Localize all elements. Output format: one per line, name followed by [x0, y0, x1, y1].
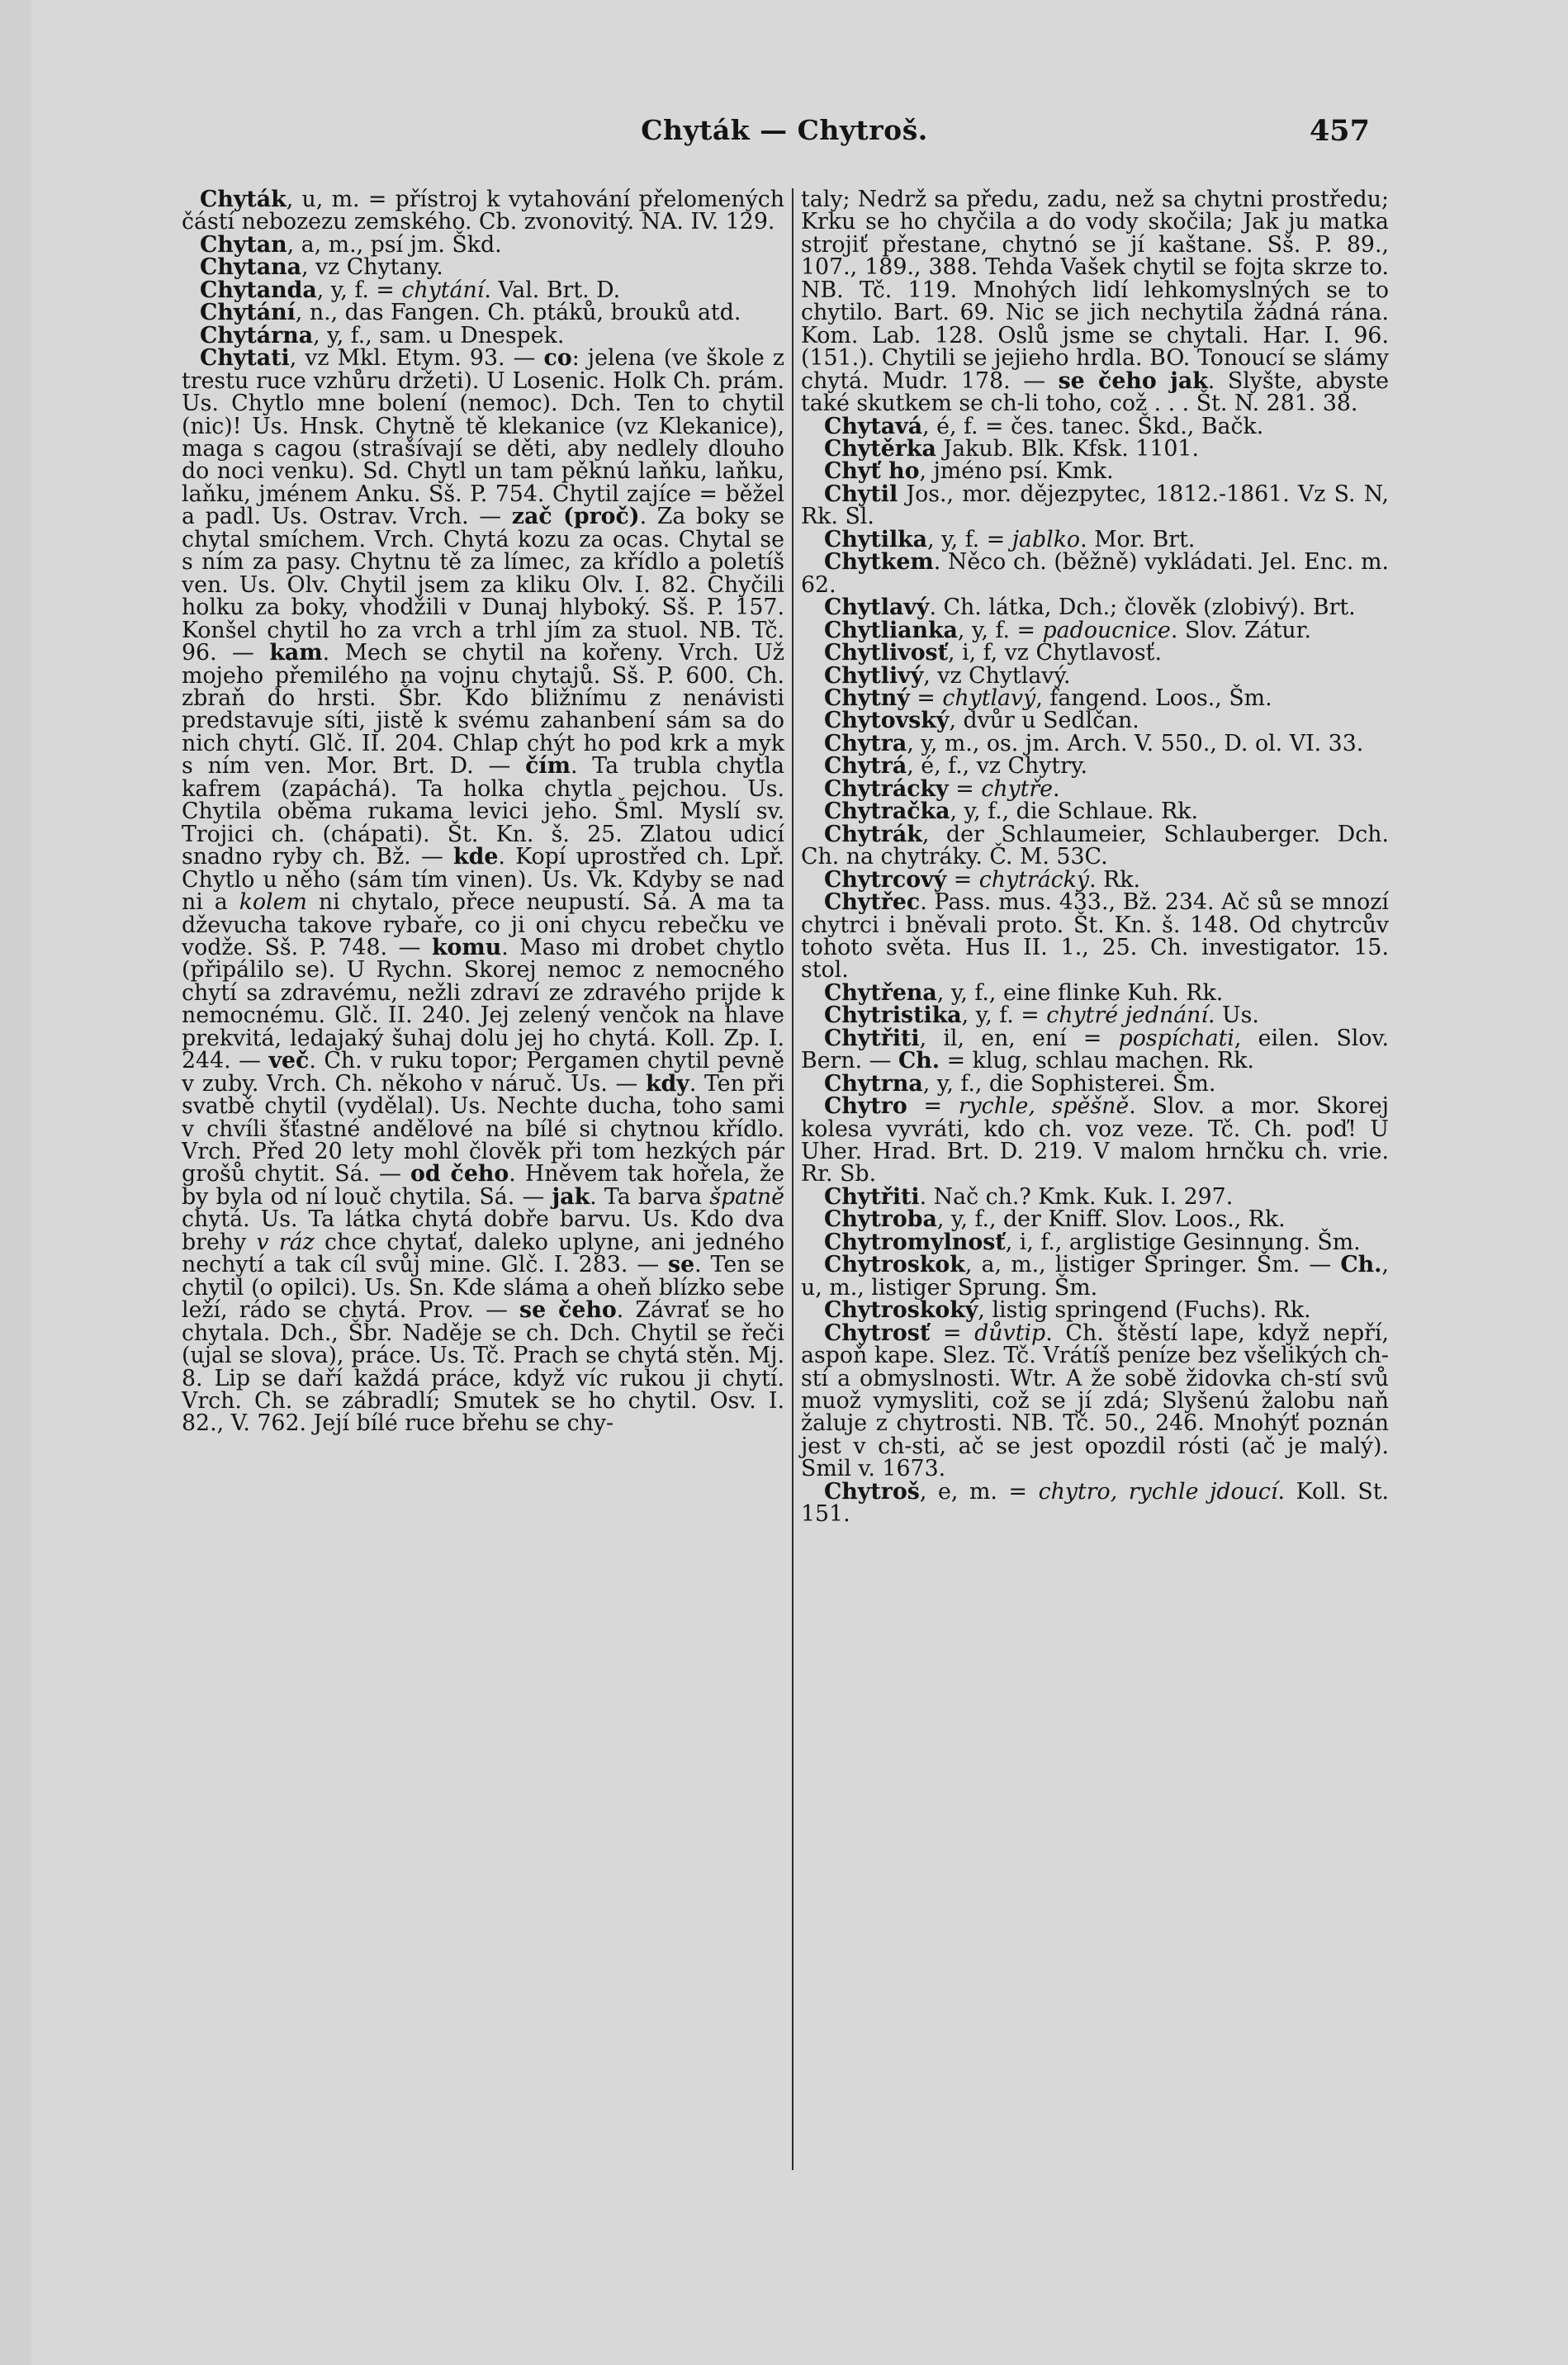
dictionary-entry [801, 891, 1389, 982]
entry-headword: Chytrácky [824, 775, 949, 802]
entry-text: ni chytalo, přece neupustí. Sá. A ma ta dževucha takove rybaře, co ji oni chycu rebečku ve vodže. Sš. P. 748. — [182, 889, 785, 960]
running-title: Chyták — Chytroš. [641, 114, 928, 146]
entry-text: , il, en, ení = [919, 1025, 1119, 1051]
entry-headword: Chytra [824, 730, 907, 756]
dictionary-entry [801, 1027, 1389, 1073]
entry-headword: Chytroskoký [824, 1297, 978, 1324]
entry-text: , y, f., die Schlaue. Rk. [950, 799, 1199, 825]
entry-bold-phrase: več [268, 1048, 310, 1074]
entry-headword: Chytil [824, 481, 898, 507]
entry-text: = [907, 1093, 959, 1120]
dictionary-entry [182, 254, 784, 281]
entry-bold-phrase: co [543, 345, 572, 372]
entry-text: , é, f. = čes. tanec. Škd., Bačk. [922, 413, 1264, 439]
entry-bold-phrase: se čeho [519, 1297, 617, 1324]
entry-bold-phrase: kam [269, 640, 323, 666]
entry-headword: Chyť ho [824, 458, 920, 485]
running-header [0, 114, 1568, 164]
entry-headword: Chytřec [824, 889, 921, 916]
entry-text: : jelena (ve škole z trestu ruce vzhůru držeti). U Losenic. Holk Ch. prám. Us. Chytlo mne bolení (nemoc). Dch. Ten to chytil (nic)! Us. Hnsk. Chytně tě klekanice (vz Klekanice), maga s cagou (strašívají se děti, aby nedlely dlouho do noci venku). Sd. Chytl un tam pěknú laňku, laňku, laňku, jménem Anku. Sš. P. 754. Chytil zajíce = běžel a padl. Us. Ostrav. Vrch. — [182, 345, 784, 530]
dictionary-entry [182, 347, 784, 1435]
entry-italic-text: chytré jednání [1046, 1002, 1209, 1029]
entry-italic-text: chytrácký [978, 866, 1090, 893]
entry-text: = [948, 775, 982, 802]
dictionary-entry [801, 1478, 1389, 1528]
entry-text: , u, m. = přístroj k vytahování přelomených částí nebozezu zemského. Cb. zvonovitý. NA. IV. 129. [182, 187, 784, 235]
dictionary-entry [801, 866, 1389, 893]
entry-headword: Chytřena [824, 979, 937, 1006]
right-column [801, 188, 1389, 1526]
entry-bold-phrase: se čeho jak [1058, 367, 1208, 394]
entry-text: , eilen. Slov. Bern. — [801, 1025, 1389, 1074]
entry-italic-text: chytro, rychle jdoucí [1038, 1478, 1278, 1505]
entry-text: , vz Chytlavý. [923, 662, 1071, 689]
dictionary-entry [801, 1183, 1389, 1210]
dictionary-entry [801, 483, 1389, 528]
entry-text: , y, f. = [927, 526, 1012, 552]
entry-text: . Hněvem tak hořela, že by byla od ní louč chytila. Sá. — [182, 1161, 784, 1210]
entry-headword: Chytlivosť [824, 640, 949, 666]
entry-text: , fangend. Loos., Šm. [1035, 685, 1272, 711]
page-gutter [0, 0, 31, 2365]
dictionary-entry [801, 435, 1389, 462]
dictionary-entry [801, 642, 1389, 664]
entry-headword: Chytrák [824, 821, 922, 847]
entry-text: , i, f, vz Chytlavosť. [948, 640, 1162, 666]
dictionary-entry [801, 753, 1389, 780]
entry-italic-text: důvtip [974, 1320, 1046, 1346]
entry-italic-text: špatně [709, 1183, 784, 1210]
entry-text: . Rk. [1089, 866, 1141, 893]
entry-headword: Chytro [824, 1093, 907, 1120]
entry-text: , y, f. = [961, 1002, 1047, 1029]
entry-headword: Chytromylnosť [824, 1229, 1006, 1255]
entry-text: . Koll. St. 151. [801, 1478, 1389, 1528]
entry-text: = [909, 685, 943, 711]
entry-text: , a, m., listiger Springer. Šm. — [964, 1252, 1341, 1278]
dictionary-entry [182, 188, 784, 234]
dictionary-entry [801, 775, 1389, 802]
entry-text: , y, f., eine flinke Kuh. Rk. [936, 979, 1224, 1006]
entry-bold-phrase: jak [552, 1183, 590, 1210]
entry-text: = [946, 866, 979, 893]
entry-italic-text: pospíchati [1118, 1025, 1234, 1051]
dictionary-entry [801, 528, 1389, 551]
entry-headword: Chytračka [824, 799, 950, 825]
dictionary-entry [801, 1322, 1389, 1481]
entry-text: . Slov. Zátur. [1170, 617, 1312, 643]
entry-headword: Chytavá [824, 413, 923, 439]
dictionary-entry [801, 732, 1389, 755]
entry-text: . Závrať se ho chytala. Dch., Šbr. Naděje se ch. Dch. Chytil se řeči (ujal se slova), práce. Us. Tč. Prach se chytá stěn. Mj. 8. Lip se daří každá práce, když víc rukou ji chytí. Vrch. Ch. se zábradlí; Smutek se ho chytil. Osv. I. 82., V. 762. Její bílé ruce břehu se chy- [182, 1297, 784, 1437]
entry-text: . Us. [1208, 1002, 1259, 1029]
entry-text: , y, f., sam. u Dnespek. [313, 322, 565, 348]
entry-text: . Ch. štěstí lape, když nepří, aspoň kape. Slez. Tč. Vrátíš peníze bez všelikých ch-stí a obmyslnosti. Wtr. A že sobě židovka ch-stí svů muož vymysliti, což se jí zdá; Slyšenú žalobu naň žaluje z chytrosti. NB. Tč. 50., 246. Mnohýť poznán jest v ch-sti, ač se jest opozdil rósti (ač je malý). Smil v. 1673. [801, 1320, 1389, 1482]
dictionary-entry [801, 551, 1389, 596]
entry-text: , y, f., die Sophisterei. Šm. [922, 1070, 1216, 1097]
entry-headword: Chytanda [200, 277, 317, 303]
entry-headword: Chytovský [824, 708, 950, 734]
entry-bold-phrase: zač (proč) [511, 504, 640, 530]
entry-text: . Ch. látka, Dch.; člověk (zlobivý). Brt. [929, 595, 1356, 621]
entry-text: . Nač ch.? Kmk. Kuk. I. 297. [919, 1183, 1234, 1210]
entry-italic-text: kolem [239, 889, 307, 916]
entry-headword: Chytati [200, 345, 290, 372]
entry-bold-phrase: čím [525, 753, 571, 780]
entry-headword: Chytlianka [824, 617, 958, 643]
dictionary-entry [801, 709, 1389, 732]
entry-text: . Kopí uprostřed ch. Lpř. Chytlo u něho (sám tím vinen). Us. Vk. Kdyby se nad ni a [182, 844, 784, 916]
entry-text: . Ch. v ruku topor; Pergamen chytil pevně v zuby. Vrch. Ch. někoho v náruč. Us. — [182, 1048, 785, 1097]
entry-italic-text: v ráz [256, 1229, 315, 1255]
dictionary-entry [801, 662, 1389, 689]
entry-text: . Maso mi drobet chytlo (připálilo se). U Rychn. Skorej nemoc z nemocného chytí sa zdravému, nežli zdraví ze zdravého prijde k nemocnému. Glč. II. 240. Jej zelený venčok na hlave prekvitá, ledajaký šuhaj dolu jej ho chytá. Koll. Zp. I. 244. — [182, 934, 785, 1074]
entry-headword: Chytroba [824, 1206, 937, 1233]
entry-text: , vz Chytany. [301, 254, 443, 281]
entry-text: , dvůr u Sedlčan. [949, 708, 1139, 734]
entry-text: . Ta barva [590, 1183, 710, 1210]
entry-italic-text: rychle, spěšně [958, 1093, 1130, 1120]
dictionary-entry [801, 1231, 1389, 1254]
dictionary-entry [801, 1254, 1389, 1299]
entry-text: , jméno psí. Kmk. [919, 458, 1114, 485]
dictionary-entry [801, 415, 1389, 438]
entry-text: , e, m. = [919, 1478, 1039, 1505]
entry-italic-text: chytání [401, 277, 485, 303]
entry-text: . Ten při svatbě chytil (vydělal). Us. Nechte ducha, toho sami v chvíli šťastné andělové na bílé si chytnou křídlo. Vrch. Před 20 lety mohl člověk při tom hezkých pár grošů chytit. Sá. — [182, 1070, 785, 1187]
dictionary-entry [801, 687, 1389, 709]
dictionary-entry [801, 1297, 1389, 1324]
page-number: 457 [1309, 114, 1370, 148]
entry-headword: Chytroš [824, 1478, 920, 1505]
entry-text: chytá. Us. Ta látka chytá dobře barvu. Us. Kdo dva brehy [182, 1206, 784, 1255]
entry-text: . Mech se chytil na kořeny. Vrch. Už mojeho přemilého na vojnu chytajů. Sš. P. 600. Ch. zbraň do hrsti. Šbr. Kdo bližnímu z nenávisti predstavuje síti, jistě k svému zahanbení sám sa do nich chytí. Glč. II. 204. Chlap chýt ho pod krk a myk s ním ven. Mor. Brt. D. — [182, 640, 784, 780]
entry-headword: Chytana [200, 254, 301, 281]
entry-headword: Chytrcový [824, 866, 947, 893]
entry-text: , n., das Fangen. Ch. ptáků, brouků atd. [295, 300, 741, 326]
entry-headword: Chytný [824, 685, 910, 711]
entry-headword: Chytrna [824, 1070, 923, 1097]
dictionary-entry [801, 979, 1389, 1006]
entry-bold-phrase: Ch. [898, 1048, 940, 1074]
dictionary-entry [801, 1206, 1389, 1233]
entry-bold-phrase: Ch. [1340, 1252, 1382, 1278]
entry-text: . Něco ch. (běžně) vykládati. Jel. Enc. m. 62. [801, 549, 1389, 598]
entry-headword: Chyták [200, 187, 287, 212]
entry-text: . Pass. mus. 433., Bž. 234. Ač sů se mnozí chytrci i bněvali proto. Št. Kn. š. 148. Od chytrcův tohoto světa. Hus II. 1., 25. Ch. investigator. 15. stol. [801, 889, 1389, 983]
entry-bold-phrase: kdy [645, 1070, 689, 1097]
entry-text: . Slyšte, abyste také skutkem se ch-li toho, což . . . Št. N. 281. 38. [801, 367, 1389, 417]
entry-text: taly; Nedrž sa předu, zadu, než sa chytni prostředu; Krku se ho chyčila a do vody skočila; Jak ju matka strojiť přestane, chytnó se jí kaštane. Sš. P. 89., 107., 189., 388. Tehda Vašek chytil se fojta skrze to. NB. Tč. 119. Mnohých lidí lehkomyslných se to chytilo. Bart. 69. Nic se jich nechytila žádná rána. Kom. Lab. 128. Oslů jsme se chytali. Har. I. 96. (151.). Chytili se jejieho hrdla. BO. Tonoucí se slámy chytá. Mudr. 178. — [801, 187, 1389, 394]
entry-text: , y, f. = [316, 277, 402, 303]
entry-bold-phrase: od čeho [410, 1161, 509, 1187]
entry-italic-text: chytře [981, 775, 1054, 802]
dictionary-entry [182, 279, 784, 301]
entry-bold-phrase: kde [453, 844, 499, 870]
dictionary-entry [801, 188, 1389, 415]
entry-headword: Chytěrka [824, 435, 936, 462]
entry-text: , a, m., psí jm. Škd. [287, 231, 502, 258]
entry-headword: Chytan [200, 231, 287, 258]
entry-text: , listig springend (Fuchs). Rk. [978, 1297, 1311, 1324]
dictionary-entry [801, 619, 1389, 642]
entry-text: , der Schlaumeier, Schlauberger. Dch. Ch. na chytráky. Č. M. 53C. [801, 821, 1389, 870]
dictionary-entry [801, 823, 1389, 869]
entry-bold-phrase: komu [431, 934, 502, 960]
entry-text: , y, f., der Kniff. Slov. Loos., Rk. [936, 1206, 1286, 1233]
entry-headword: Chytristika [824, 1002, 962, 1029]
entry-bold-phrase: se [668, 1252, 695, 1278]
entry-text: Jakub. Blk. Kfsk. 1101. [936, 435, 1199, 462]
entry-text: . Za boky se chytal smíchem. Vrch. Chytá kozu za ocas. Chytal se s ním za pasy. Chytnu tě za límec, za křídlo a poletíš ven. Us. Olv. Chytil jsem za kliku Olv. I. 82. Chyčili holku za boky, vhodžili v Dunaj hlyboký. Sš. P. 157. Konšel chytil ho za vrch a trhl jím za stuol. NB. Tč. 96. — [182, 504, 784, 666]
entry-text: , u, m., listiger Sprung. Šm. [801, 1252, 1389, 1301]
dictionary-entry [182, 231, 784, 258]
entry-text: = [930, 1320, 975, 1346]
entry-headword: Chytání [200, 300, 296, 326]
entry-text: . Slov. a mor. Skorej kolesa vyvráti, kdo ch. voz veze. Tč. Ch. poď! U Uher. Hrad. Brt. D. 219. V malom hrnčku ch. vrie. Rr. Sb. [801, 1093, 1389, 1187]
entry-text: . [1053, 775, 1060, 802]
entry-italic-text: padoucnice [1042, 617, 1171, 643]
entry-text: . Mor. Brt. [1080, 526, 1196, 552]
entry-text: = klug, schlau machen. Rk. [940, 1048, 1254, 1074]
dictionary-entry [801, 1095, 1389, 1186]
entry-headword: Chytrosť [824, 1320, 931, 1346]
entry-text: . Ten se chytil (o opilci). Us. Sn. Kde sláma a oheň blízko sebe leží, rádo se chytá. Prov. — [182, 1252, 784, 1324]
entry-headword: Chytilka [824, 526, 928, 552]
entry-text: chce chytať, daleko uplyne, ani jedného nechytí a tak cíl svůj mine. Glč. I. 283. — [182, 1229, 784, 1278]
entry-text: , y, m., os. jm. Arch. V. 550., D. ol. VI. 33. [907, 730, 1364, 756]
entry-headword: Chytlivý [824, 662, 924, 689]
dictionary-entry [182, 322, 784, 348]
entry-headword: Chytroskok [824, 1252, 965, 1278]
column-divider [792, 188, 793, 2170]
entry-headword: Chytlavý [824, 595, 930, 621]
entry-text: . Val. Brt. D. [484, 277, 621, 303]
entry-text: , i, f., arglistige Gesinnung. Šm. [1005, 1229, 1361, 1255]
dictionary-entry [801, 799, 1389, 825]
dictionary-entry [801, 458, 1389, 485]
entry-headword: Chytřiti [824, 1025, 920, 1051]
entry-italic-text: jablko [1011, 526, 1081, 552]
entry-headword: Chytřiti [824, 1183, 920, 1210]
entry-headword: Chytkem [824, 549, 934, 576]
entry-text: , é, f., vz Chytry. [907, 753, 1088, 780]
dictionary-entry [801, 1070, 1389, 1097]
entry-headword: Chytárna [200, 322, 314, 348]
entry-italic-text: chytlavý [942, 685, 1036, 711]
left-column [182, 188, 784, 1435]
entry-headword: Chytrá [824, 753, 907, 780]
entry-text: . Ta trubla chytla kafrem (zapáchá). Ta holka chytla pejchou. Us. Chytila oběma rukama levici jeho. Šml. Myslí sv. Trojici ch. (chápati). Št. Kn. š. 25. Zlatou udicí snadno ryby ch. Bž. — [182, 753, 784, 870]
entry-text: , vz Mkl. Etym. 93. — [289, 345, 544, 372]
entry-text: Jos., mor. dějezpytec, 1812.-1861. Vz S. N, Rk. Sl. [801, 481, 1389, 530]
dictionary-entry [801, 1002, 1389, 1029]
entry-text: , y, f. = [957, 617, 1043, 643]
dictionary-entry [801, 596, 1389, 619]
dictionary-entry [182, 301, 784, 324]
